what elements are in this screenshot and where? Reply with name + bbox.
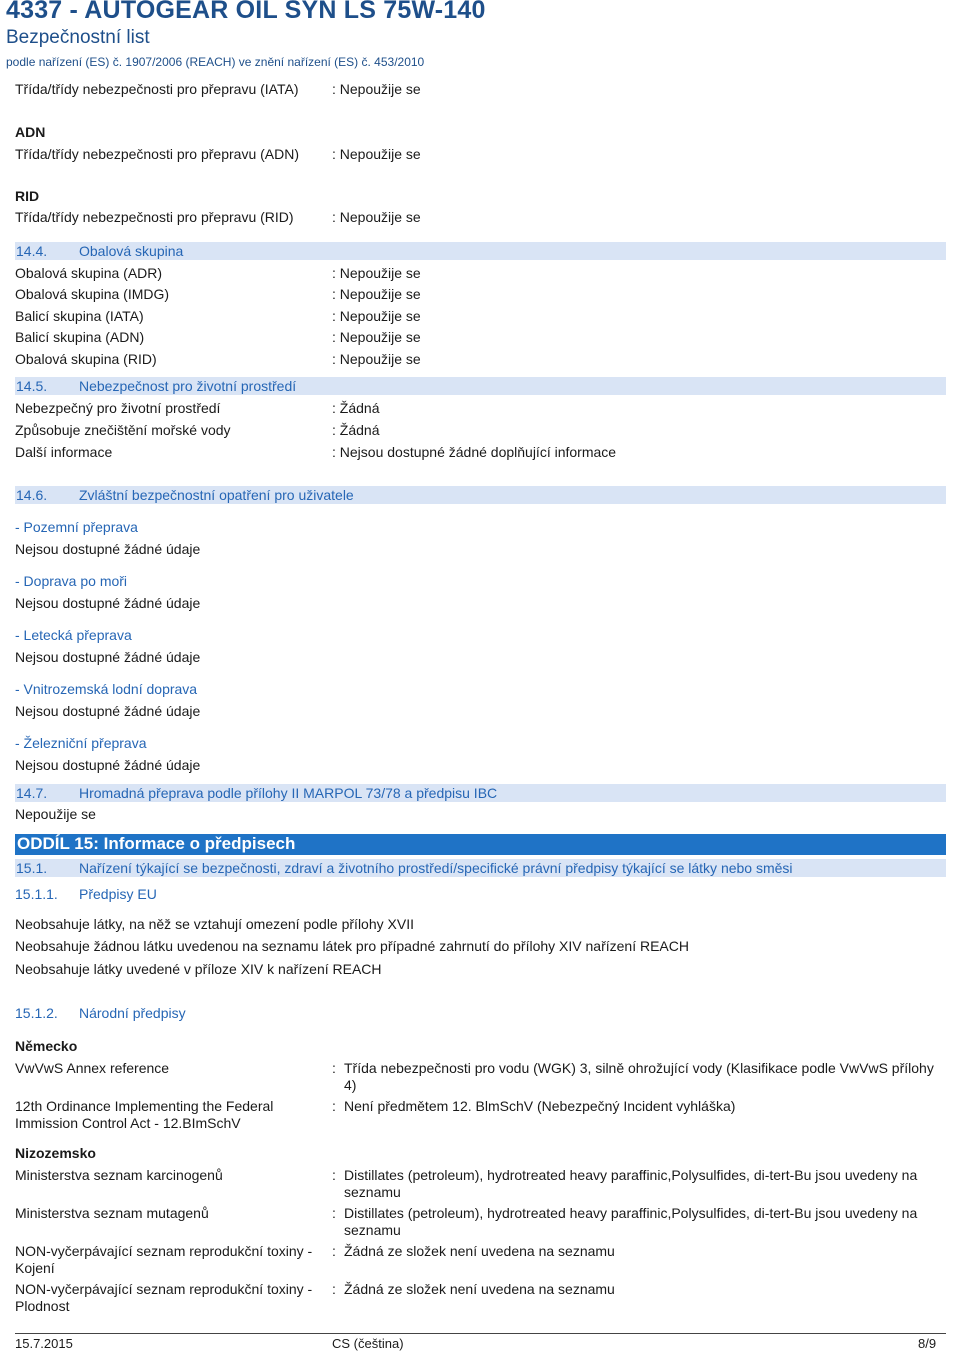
section-14-5-title: Nebezpečnost pro životní prostředí	[79, 378, 297, 394]
nl-row-value: Distillates (petroleum), hydrotreated heavy paraffinic,Polysulfides, di-tert-Bu jsou uvedeny na seznamu	[344, 1167, 918, 1200]
packing-row-value: : Nepoužije se	[332, 286, 421, 302]
nl-row-label: NON-vyčerpávající seznam reprodukční toxiny - Plodnost	[15, 1281, 313, 1314]
env-row-label: Způsobuje znečištění mořské vody	[15, 422, 231, 438]
nl-row-label: NON-vyčerpávající seznam reprodukční toxiny - Kojení	[15, 1243, 313, 1276]
adn-class-value: : Nepoužije se	[332, 146, 421, 162]
transport-group-text: Nejsou dostupné žádné údaje	[15, 541, 201, 557]
section-14-5-number: 14.5.	[16, 378, 48, 394]
env-row-label: Další informace	[15, 444, 113, 460]
row-colon: :	[332, 1098, 336, 1114]
env-row-value: : Žádná	[332, 422, 380, 438]
section-14-4-band	[15, 242, 946, 260]
section-15-1-1-number: 15.1.1.	[15, 886, 58, 902]
rid-class-label: Třída/třídy nebezpečnosti pro přepravu (RID)	[15, 209, 294, 225]
section-15-1-band	[15, 859, 946, 877]
footer-page-number: 8/9	[918, 1336, 937, 1351]
section-15-1-2-number: 15.1.2.	[15, 1005, 58, 1021]
section-14-7-number: 14.7.	[16, 785, 48, 801]
transport-group-text: Nejsou dostupné žádné údaje	[15, 757, 201, 773]
env-row-value: : Žádná	[332, 400, 380, 416]
germany-row-value: Není předmětem 12. BlmSchV (Nebezpečný Incident vyhláška)	[344, 1098, 736, 1114]
section-14-6-band	[15, 486, 946, 504]
packing-row-value: : Nepoužije se	[332, 308, 421, 324]
section-15-1-title: Nařízení týkající se bezpečnosti, zdraví a životního prostředí/specifické právní předpisy týkající se látky nebo směsi	[79, 860, 793, 876]
eu-regulation-line: Neobsahuje látky uvedené v příloze XIV k nařízení REACH	[15, 961, 382, 977]
transport-group-text: Nejsou dostupné žádné údaje	[15, 703, 201, 719]
eu-regulation-line: Neobsahuje žádnou látku uvedenou na seznamu látek pro případné zahrnutí do přílohy XIV nařízení REACH	[15, 938, 689, 954]
regulation-line: podle nařízení (ES) č. 1907/2006 (REACH) ve znění nařízení (ES) č. 453/2010	[6, 55, 425, 69]
section-15-header	[15, 834, 946, 854]
transport-group-text: Nejsou dostupné žádné údaje	[15, 595, 201, 611]
iata-class-label: Třída/třídy nebezpečnosti pro přepravu (IATA)	[15, 81, 299, 97]
section-14-6-title: Zvláštní bezpečnostní opatření pro uživatele	[79, 487, 354, 503]
iata-class-value: : Nepoužije se	[332, 81, 421, 97]
section-14-6-number: 14.6.	[16, 487, 48, 503]
packing-row-value: : Nepoužije se	[332, 265, 421, 281]
section-14-5-band	[15, 377, 946, 395]
row-colon: :	[332, 1281, 336, 1297]
section-14-4-title: Obalová skupina	[79, 243, 184, 259]
transport-group-heading: - Pozemní přeprava	[15, 519, 138, 535]
packing-row-label: Balicí skupina (ADN)	[15, 329, 145, 345]
section-14-7-title: Hromadná přeprava podle přílohy II MARPOL 73/78 a předpisu IBC	[79, 785, 498, 801]
eu-regulation-line: Neobsahuje látky, na něž se vztahují omezení podle přílohy XVII	[15, 916, 414, 932]
packing-row-label: Obalová skupina (ADR)	[15, 265, 163, 281]
packing-row-value: : Nepoužije se	[332, 329, 421, 345]
row-colon: :	[332, 1060, 336, 1076]
packing-row-label: Balicí skupina (IATA)	[15, 308, 144, 324]
section-15-underline	[15, 853, 946, 855]
germany-row-value: Třída nebezpečnosti pro vodu (WGK) 3, silně ohrožující vody (Klasifikace podle VwVwS přílohy 4)	[344, 1060, 934, 1093]
transport-group-heading: - Doprava po moři	[15, 573, 128, 589]
adn-heading: ADN	[15, 124, 46, 140]
env-row-label: Nebezpečný pro životní prostředí	[15, 400, 221, 416]
footer-divider	[15, 1333, 946, 1334]
section-14-7-band	[15, 784, 946, 802]
nl-row-label: Ministerstva seznam mutagenů	[15, 1205, 209, 1221]
env-row-value: : Nejsou dostupné žádné doplňující informace	[332, 444, 617, 460]
rid-class-value: : Nepoužije se	[332, 209, 421, 225]
nl-row-value: Žádná ze složek není uvedena na seznamu	[344, 1243, 615, 1259]
transport-group-heading: - Vnitrozemská lodní doprava	[15, 681, 198, 697]
adn-class-label: Třída/třídy nebezpečnosti pro přepravu (ADN)	[15, 146, 300, 162]
packing-row-value: : Nepoužije se	[332, 351, 421, 367]
transport-group-heading: - Železniční přeprava	[15, 735, 147, 751]
netherlands-heading: Nizozemsko	[15, 1145, 96, 1161]
document-title: 4337 - AUTOGEAR OIL SYN LS 75W-140	[6, 0, 486, 24]
transport-group-heading: - Letecká přeprava	[15, 627, 132, 643]
section-15-title: ODDÍL 15: Informace o předpisech	[17, 834, 296, 853]
rid-heading: RID	[15, 188, 40, 204]
nl-row-label: Ministerstva seznam karcinogenů	[15, 1167, 223, 1183]
row-colon: :	[332, 1243, 336, 1259]
packing-row-label: Obalová skupina (RID)	[15, 351, 157, 367]
footer-language: CS (čeština)	[332, 1336, 404, 1351]
packing-row-label: Obalová skupina (IMDG)	[15, 286, 170, 302]
section-15-1-2-title: Národní předpisy	[79, 1005, 186, 1021]
germany-row-label: VwVwS Annex reference	[15, 1060, 170, 1076]
section-15-1-number: 15.1.	[16, 860, 48, 876]
marpol-text: Nepoužije se	[15, 806, 96, 822]
germany-row-label: 12th Ordinance Implementing the Federal Immission Control Act - 12.BImSchV	[15, 1098, 274, 1131]
document-subtitle: Bezpečnostní list	[6, 27, 150, 48]
transport-group-text: Nejsou dostupné žádné údaje	[15, 649, 201, 665]
nl-row-value: Žádná ze složek není uvedena na seznamu	[344, 1281, 615, 1297]
germany-heading: Německo	[15, 1038, 78, 1054]
section-15-1-1-title: Předpisy EU	[79, 886, 157, 902]
section-14-4-number: 14.4.	[16, 243, 48, 259]
row-colon: :	[332, 1205, 336, 1221]
footer-date: 15.7.2015	[15, 1336, 73, 1351]
nl-row-value: Distillates (petroleum), hydrotreated heavy paraffinic,Polysulfides, di-tert-Bu jsou uvedeny na seznamu	[344, 1205, 918, 1238]
row-colon: :	[332, 1167, 336, 1183]
